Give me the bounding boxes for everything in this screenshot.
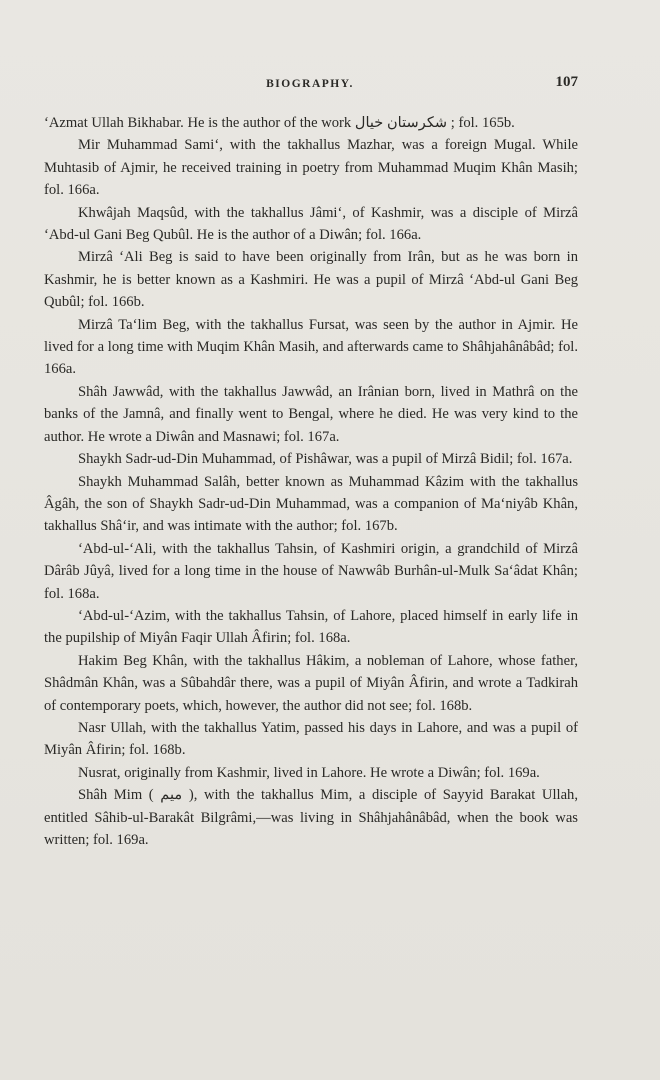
biography-entry: Nasr Ullah, with the takhallus Yatim, passed his days in Lahore, and was a pupil of Miyân Âfirin; fol. 168b. <box>44 719 578 759</box>
biography-entry: Mir Muhammad Sami‘, with the takhallus Mazhar, was a foreign Mugal. While Muhtasib of Ajmir, he received training in poetry from Muhammad Muqim Khân Masih; fol. 166a. <box>44 137 578 199</box>
biography-entry: Shâh Jawwâd, with the takhallus Jawwâd, an Irânian born, lived in Mathrâ on the banks of the Jamnâ, and finally went to Bengal, where he died. He was very kind to the author. He wrote a Diwân and Masnawi; fol. 167a. <box>44 383 578 445</box>
biography-entry: Mirzâ Ta‘lim Beg, with the takhallus Fursat, was seen by the author in Ajmir. He lived for a long time with Muqim Khân Masih, and afterwards came to Shâhjahânâbâd; fol. 166a. <box>44 316 578 378</box>
biography-entry: Shâh Mim ( میم ), with the takhallus Mim, a disciple of Sayyid Barakat Ullah, entitled Sâhib-ul-Barakât Bilgrâmi,—was living in Shâhjahânâbâd, when the book was written; fol. 169a. <box>44 787 578 848</box>
page-body <box>44 112 578 851</box>
biography-entry: Khwâjah Maqsûd, with the takhallus Jâmi‘, of Kashmir, was a disciple of Mirzâ ‘Abd-ul Gani Beg Qubûl. He is the author of a Diwân; fol. 166a. <box>44 204 578 244</box>
biography-entry: Mirzâ ‘Ali Beg is said to have been originally from Irân, but as he was born in Kashmir, he is better known as a Kashmiri. He was a pupil of Mirzâ ‘Abd-ul Gani Beg Qubûl; fol. 166b. <box>44 249 578 311</box>
biography-entry: Shaykh Sadr-ud-Din Muhammad, of Pishâwar, was a pupil of Mirzâ Bidil; fol. 167a. <box>78 451 573 468</box>
biography-entry: ‘Abd-ul-‘Ali, with the takhallus Tahsin, of Kashmiri origin, a grandchild of Mirzâ Dârâb Jûyâ, lived for a long time in the house of Nawwâb Burhân-ul-Mulk Sa‘âdat Khân; fol. 168a. <box>44 540 578 602</box>
biography-entry: ‘Azmat Ullah Bikhabar. He is the author of the work شکرستان خیال ; fol. 165b. <box>44 115 515 131</box>
page-number: 107 <box>555 74 578 90</box>
biography-entry: Nusrat, originally from Kashmir, lived in Lahore. He wrote a Diwân; fol. 169a. <box>78 764 540 781</box>
running-head: BIOGRAPHY. <box>266 78 354 90</box>
biography-entry: Shaykh Muhammad Salâh, better known as Muhammad Kâzim with the takhallus Âgâh, the son of Shaykh Sadr-ud-Din Muhammad, was a companion of Ma‘niyâb Khân, takhallus Shâ‘ir, and was intimate with the author; fol. 167b. <box>44 473 578 535</box>
page-header <box>42 72 578 96</box>
biography-entry: ‘Abd-ul-‘Azim, with the takhallus Tahsin, of Lahore, placed himself in early life in the pupilship of Miyân Faqir Ullah Âfirin; fol. 168a. <box>44 607 578 647</box>
biography-entry: Hakim Beg Khân, with the takhallus Hâkim, a nobleman of Lahore, whose father, Shâdmân Khân, was a Sûbahdâr there, was a pupil of Miyân Âfirin, and wrote a Tadkirah of contemporary poets, which, however, the author did not see; fol. 168b. <box>44 652 578 714</box>
